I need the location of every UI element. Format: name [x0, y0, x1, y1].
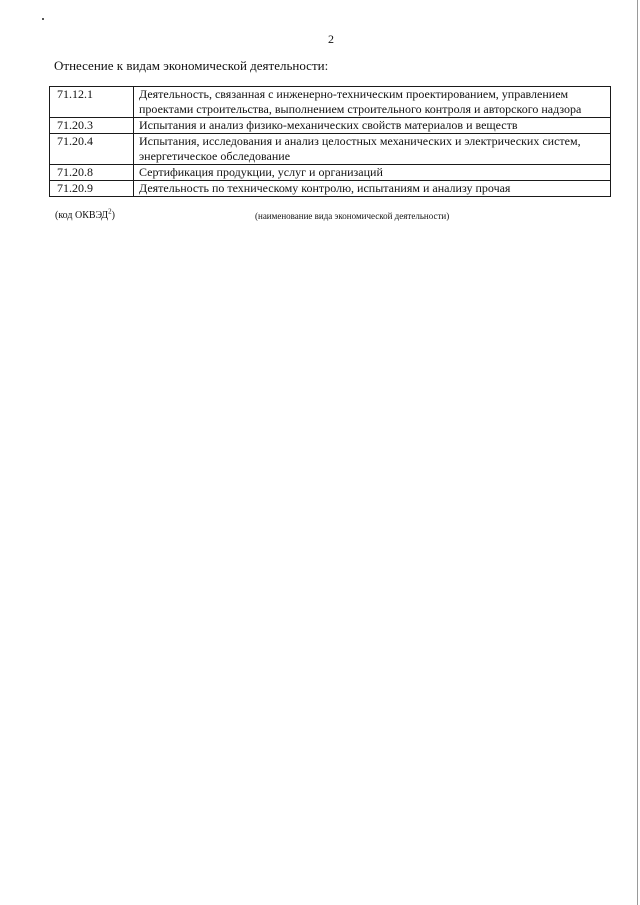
table-row	[50, 181, 611, 197]
code-caption-close: )	[111, 210, 115, 221]
activity-description: Деятельность, связанная с инженерно-техническим проектированием, управлением проектами строительства, выполнением строительного контроля и авторского надзора	[134, 87, 611, 118]
activity-description: Испытания и анализ физико-механических свойств материалов и веществ	[134, 118, 611, 134]
code-caption-label: (код ОКВЭД	[55, 210, 109, 221]
table-row	[50, 118, 611, 134]
name-caption: (наименование вида экономической деятельности)	[255, 211, 450, 221]
okved-code: 71.20.9	[50, 181, 134, 197]
okved-table	[49, 86, 611, 197]
table-row	[50, 87, 611, 118]
table-row	[50, 165, 611, 181]
footnote-marker: 2	[108, 207, 112, 216]
page-edge	[637, 0, 638, 905]
okved-code: 71.20.8	[50, 165, 134, 181]
section-heading: Отнесение к видам экономической деятельности:	[54, 58, 329, 73]
okved-code: 71.20.3	[50, 118, 134, 134]
code-caption	[55, 207, 115, 221]
okved-code: 71.12.1	[50, 87, 134, 118]
page-number: 2	[328, 32, 334, 46]
okved-code: 71.20.4	[50, 134, 134, 165]
activity-description: Деятельность по техническому контролю, испытаниям и анализу прочая	[134, 181, 611, 197]
activity-description: Сертификация продукции, услуг и организаций	[134, 165, 611, 181]
table-row	[50, 134, 611, 165]
activity-description: Испытания, исследования и анализ целостных механических и электрических систем, энергетическое обследование	[134, 134, 611, 165]
scan-speck	[42, 18, 44, 20]
